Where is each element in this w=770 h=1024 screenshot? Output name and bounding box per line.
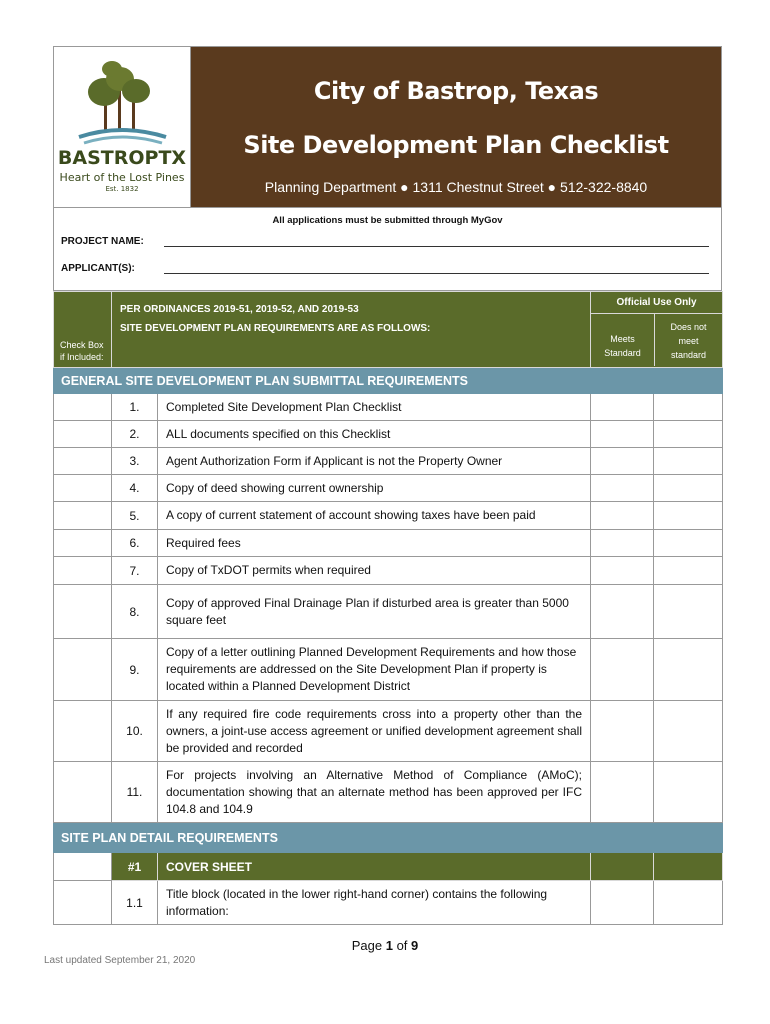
section-detail xyxy=(54,823,723,853)
row-checkbox[interactable] xyxy=(54,502,112,530)
row-number: 1. xyxy=(112,394,158,421)
applicant-field[interactable] xyxy=(164,273,709,274)
row-description: Title block (located in the lower right-hand corner) contains the following information: xyxy=(158,881,591,925)
table-row xyxy=(54,394,723,421)
row-number: 2. xyxy=(112,421,158,448)
not-meet-cell[interactable] xyxy=(654,421,723,448)
meets-standard-cell[interactable] xyxy=(591,421,654,448)
table-row xyxy=(54,639,723,701)
not-meet-cell[interactable] xyxy=(654,394,723,421)
meets-standard-label: Meets Standard xyxy=(591,314,655,366)
row-checkbox[interactable] xyxy=(54,639,112,701)
page-mid: of xyxy=(392,938,412,953)
page-current: 1 xyxy=(385,938,393,953)
page-number xyxy=(0,938,770,953)
not-meet-cell[interactable] xyxy=(654,881,723,925)
not-meet-cell[interactable] xyxy=(654,585,723,639)
cover-label: COVER SHEET xyxy=(158,853,591,881)
official-use-header xyxy=(591,292,723,368)
header xyxy=(53,46,722,207)
meets-standard-cell[interactable] xyxy=(591,701,654,762)
section-general-title: GENERAL SITE DEVELOPMENT PLAN SUBMITTAL REQUIREMENTS xyxy=(54,368,723,394)
row-checkbox[interactable] xyxy=(54,530,112,557)
row-number: 11. xyxy=(112,762,158,823)
table-row xyxy=(54,475,723,502)
meets-standard-cell[interactable] xyxy=(591,502,654,530)
project-name-field[interactable] xyxy=(164,246,709,247)
table-row xyxy=(54,585,723,639)
not-meet-cell[interactable] xyxy=(654,475,723,502)
not-meet-cell[interactable] xyxy=(654,639,723,701)
table-row xyxy=(54,421,723,448)
page-prefix: Page xyxy=(351,938,386,953)
row-checkbox[interactable] xyxy=(54,394,112,421)
meets-standard-cell[interactable] xyxy=(591,448,654,475)
row-number: 5. xyxy=(112,502,158,530)
logo-est: Est. 1832 xyxy=(105,185,139,193)
not-meet-cell[interactable] xyxy=(654,448,723,475)
meets-standard-cell[interactable] xyxy=(591,530,654,557)
logo-text xyxy=(54,147,190,193)
meets-standard-cell[interactable] xyxy=(591,762,654,823)
row-checkbox[interactable] xyxy=(54,421,112,448)
applicant-info xyxy=(53,207,722,291)
section-general xyxy=(54,368,723,394)
table-row xyxy=(54,448,723,475)
table-row xyxy=(54,762,723,823)
table-header xyxy=(54,292,723,368)
row-checkbox[interactable] xyxy=(54,585,112,639)
does-not-meet-label: Does not meet standard xyxy=(670,322,707,360)
row-description: Completed Site Development Plan Checklist xyxy=(158,394,591,421)
requirements-table xyxy=(53,291,723,925)
logo-name: BASTROPTX xyxy=(57,147,187,169)
meets-standard-cell[interactable] xyxy=(591,557,654,585)
row-number: 3. xyxy=(112,448,158,475)
not-meet-cell[interactable] xyxy=(654,762,723,823)
cover-not-meet-cell xyxy=(654,853,723,881)
row-description: Required fees xyxy=(158,530,591,557)
row-description: If any required fire code requirements cross into a property other than the owners, a joint-use access agreement or unified development agreement shall be provided and recorded xyxy=(158,701,591,762)
title-block xyxy=(191,47,721,207)
row-number: 8. xyxy=(112,585,158,639)
check-box-header: Check Box if Included: xyxy=(54,292,112,368)
row-description: A copy of current statement of account showing taxes have been paid xyxy=(158,502,591,530)
project-name-label: PROJECT NAME: xyxy=(61,236,144,247)
row-checkbox[interactable] xyxy=(54,557,112,585)
cover-number: #1 xyxy=(112,853,158,881)
row-checkbox[interactable] xyxy=(54,448,112,475)
row-number: 9. xyxy=(112,639,158,701)
section-detail-title: SITE PLAN DETAIL REQUIREMENTS xyxy=(54,823,723,853)
row-description: Copy of TxDOT permits when required xyxy=(158,557,591,585)
meets-standard-cell[interactable] xyxy=(591,585,654,639)
table-row xyxy=(54,557,723,585)
row-description: Copy of approved Final Drainage Plan if disturbed area is greater than 5000 square feet xyxy=(158,585,591,639)
table-row xyxy=(54,701,723,762)
row-description: Agent Authorization Form if Applicant is not the Property Owner xyxy=(158,448,591,475)
row-checkbox[interactable] xyxy=(54,475,112,502)
meets-standard-cell[interactable] xyxy=(591,475,654,502)
pine-trees-icon xyxy=(54,47,190,147)
city-title: City of Bastrop, Texas xyxy=(313,77,599,105)
row-checkbox[interactable] xyxy=(54,881,112,925)
row-number: 7. xyxy=(112,557,158,585)
not-meet-cell[interactable] xyxy=(654,701,723,762)
not-meet-cell[interactable] xyxy=(654,557,723,585)
ordinance-header xyxy=(112,292,591,368)
row-description: Copy of a letter outlining Planned Development Requirements and how those requirements are addressed on the Site Development Plan if property is located within a Planned Development District xyxy=(158,639,591,701)
document-title: Site Development Plan Checklist xyxy=(243,131,669,159)
last-updated: Last updated September 21, 2020 xyxy=(44,955,196,966)
row-description: Copy of deed showing current ownership xyxy=(158,475,591,502)
ordinance-line: PER ORDINANCES 2019-51, 2019-52, AND 2019-53 xyxy=(120,304,359,315)
official-use-label: Official Use Only xyxy=(591,292,722,314)
cover-blank-cell xyxy=(54,853,112,881)
row-number: 4. xyxy=(112,475,158,502)
row-number: 1.1 xyxy=(112,881,158,925)
meets-standard-cell[interactable] xyxy=(591,881,654,925)
meets-standard-cell[interactable] xyxy=(591,639,654,701)
bastrop-logo xyxy=(54,47,191,207)
row-description: For projects involving an Alternative Method of Compliance (AMoC); documentation showing that an alternate method has been approved per IFC 104.8 and 104.9 xyxy=(158,762,591,823)
not-meet-cell[interactable] xyxy=(654,502,723,530)
cover-sheet-header xyxy=(54,853,723,881)
row-number: 10. xyxy=(112,701,158,762)
meets-standard-cell[interactable] xyxy=(591,394,654,421)
department-contact: Planning Department ● 1311 Chestnut Street ● 512-322-8840 xyxy=(264,179,648,195)
requirements-line: SITE DEVELOPMENT PLAN REQUIREMENTS ARE AS FOLLOWS: xyxy=(120,323,431,334)
not-meet-cell[interactable] xyxy=(654,530,723,557)
table-row xyxy=(54,502,723,530)
page-total: 9 xyxy=(411,938,419,953)
checklist-page xyxy=(53,46,722,925)
table-row xyxy=(54,881,723,925)
row-description: ALL documents specified on this Checklist xyxy=(158,421,591,448)
row-checkbox[interactable] xyxy=(54,701,112,762)
row-checkbox[interactable] xyxy=(54,762,112,823)
row-number: 6. xyxy=(112,530,158,557)
table-row xyxy=(54,530,723,557)
cover-meets-cell xyxy=(591,853,654,881)
submission-notice: All applications must be submitted through MyGov xyxy=(272,215,503,226)
logo-tagline: Heart of the Lost Pines xyxy=(59,171,185,184)
applicant-label: APPLICANT(S): xyxy=(61,263,135,274)
